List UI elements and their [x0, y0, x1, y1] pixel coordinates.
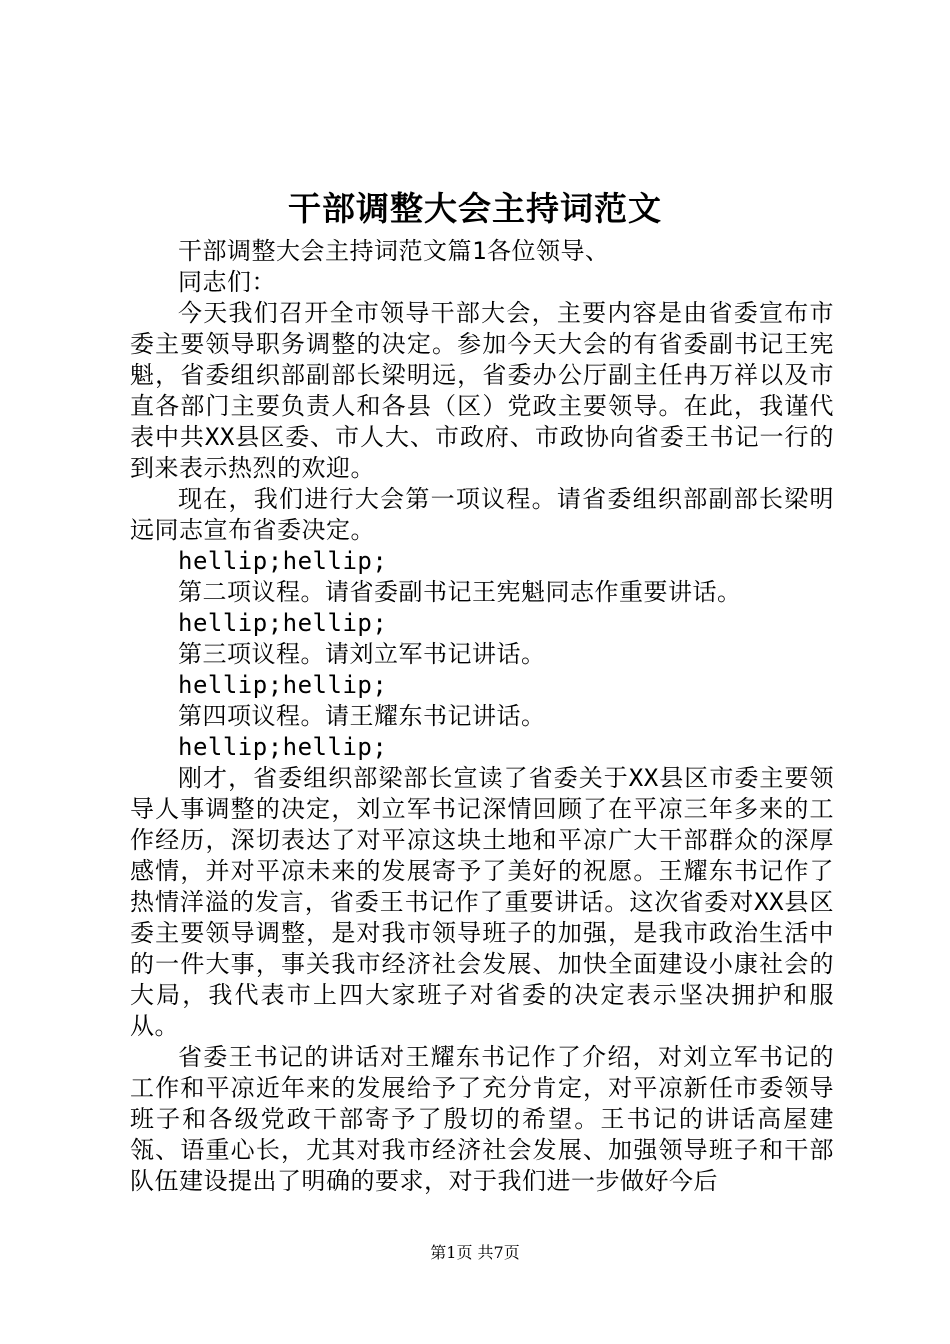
page-footer: 第1页 共7页 — [430, 1243, 520, 1262]
paragraph-address: 同志们： — [178, 268, 276, 296]
paragraph-ellipsis: hellip;hellip; — [178, 733, 388, 761]
paragraph-ellipsis: hellip;hellip; — [178, 671, 388, 699]
document-body — [130, 236, 834, 1197]
paragraph-ellipsis: hellip;hellip; — [178, 547, 388, 575]
paragraph-agenda-2: 第二项议程。请省委副书记王宪魁同志作重要讲话。 — [178, 578, 742, 606]
paragraph-remarks: 省委王书记的讲话对王耀东书记作了介绍，对刘立军书记的工作和平凉近年来的发展给予了充分肯定，对平凉新任市委领导班子和各级党政干部寄予了殷切的希望。王书记的讲话高屋建瓴、语重心长，尤其对我市经济社会发展、加强领导班子和干部队伍建设提出了明确的要求，对于我们进一步做好今后 — [130, 1043, 834, 1195]
paragraph-summary: 刚才，省委组织部梁部长宣读了省委关于XX县区市委主要领导人事调整的决定，刘立军书记深情回顾了在平凉三年多来的工作经历，深切表达了对平凉这块土地和平凉广大干部群众的深厚感情，并对平凉未来的发展寄予了美好的祝愿。王耀东书记作了热情洋溢的发言，省委王书记作了重要讲话。这次省委对XX县区委主要领导调整，是对我市领导班子的加强，是我市政治生活中的一件大事，事关我市经济社会发展、加快全面建设小康社会的大局，我代表市上四大家班子对省委的决定表示坚决拥护和服从。 — [130, 764, 834, 1040]
paragraph-ellipsis: hellip;hellip; — [178, 609, 388, 637]
paragraph-opening: 今天我们召开全市领导干部大会，主要内容是由省委宣布市委主要领导职务调整的决定。参加今天大会的有省委副书记王宪魁，省委组织部副部长梁明远，省委办公厅副主任冉万祥以及市直各部门主要负责人和各县（区）党政主要领导。在此，我谨代表中共XX县区委、市人大、市政府、市政协向省委王书记一行的到来表示热烈的欢迎。 — [130, 299, 834, 482]
paragraph-greeting: 干部调整大会主持词范文篇1各位领导、 — [178, 237, 610, 265]
paragraph-agenda-4: 第四项议程。请王耀东书记讲话。 — [178, 702, 546, 730]
paragraph-agenda-3: 第三项议程。请刘立军书记讲话。 — [178, 640, 546, 668]
document-title: 干部调整大会主持词范文 — [288, 189, 662, 228]
paragraph-agenda-1: 现在，我们进行大会第一项议程。请省委组织部副部长梁明远同志宣布省委决定。 — [130, 485, 834, 544]
